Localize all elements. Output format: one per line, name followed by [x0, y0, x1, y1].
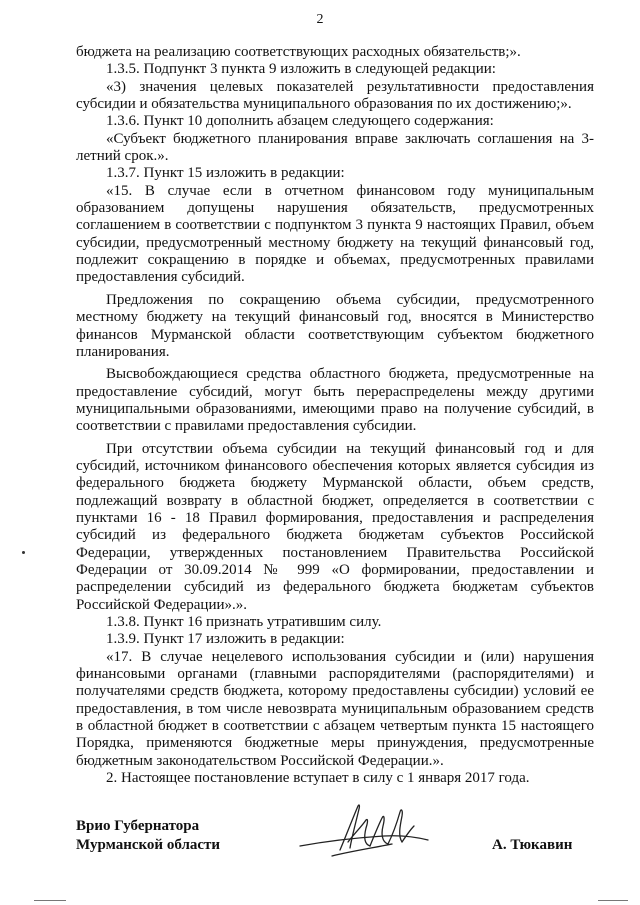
paragraph-1-3-8: 1.3.8. Пункт 16 признать утратившим силу.: [106, 614, 382, 630]
paragraph-proposals: Предложения по сокращению объема субсидии, предусмотренного местному бюджету на текущий финансовый год, вносятся в Министерство финансов Мурманской области соответствующим субъектом бюджетного планирования.: [76, 291, 594, 360]
paragraph-quote-subject: «Субъект бюджетного планирования вправе заключать соглашения на 3-летний срок.».: [76, 130, 594, 165]
paragraph-1-3-7: 1.3.7. Пункт 15 изложить в редакции:: [106, 165, 345, 182]
document-body: [76, 44, 594, 787]
paragraph-quote-17: «17. В случае нецелевого использования субсидии и (или) нарушения финансовыми органами (главными распорядителями (распорядителями) и получателями средств бюджета, которому предоставлены субсидии) условий ее предоставления, в том числе невозврата муниципальным образованием средств в областной бюджет в соответствии с абзацем четвертым пункта 15 настоящего Порядка, применяются бюджетные меры принуждения, предусмотренные бюджетным законодательством Российской Федерации.».: [76, 648, 594, 769]
paragraph-continuation: бюджета на реализацию соответствующих расходных обязательств;».: [76, 44, 521, 60]
paragraph-absence: При отсутствии объема субсидии на текущий финансовый год и для субсидий, источником финансового обеспечения которых является субсидия из федерального бюджета бюджету Мурманской области, объем средств, подлежащий возврату в областной бюджет, определяется в соответствии с пунктами 16 - 18 Правил формирования, предоставления и распределения субсидий из федерального бюджета бюджетам субъектов Российской Федерации, утвержденных постановлением Правительства Российской Федерации от 30.09.2014 № 999 «О формировании, предоставлении и распределении субсидий из федерального бюджета бюджетам субъектов Российской Федерации».».: [76, 440, 594, 613]
signatory-position: [76, 817, 220, 855]
paragraph-redistribution: Высвобождающиеся средства областного бюджета, предусмотренные на предоставление субсидий, могут быть перераспределены между другими муниципальными образованиями, имеющими право на получение субсидий, в соответствии с правилами предоставления субсидии.: [76, 366, 594, 435]
handwritten-signature: [292, 796, 442, 876]
page-number: 2: [316, 12, 324, 27]
paragraph-effective-date: 2. Настоящее постановление вступает в силу с 1 января 2017 года.: [106, 770, 530, 787]
scan-speck: [22, 551, 25, 554]
paragraph-1-3-9: 1.3.9. Пункт 17 изложить в редакции:: [106, 631, 345, 648]
signatory-position-line-1: Врио Губернатора: [76, 818, 200, 834]
scan-edge-mark-right: [598, 900, 628, 901]
paragraph-1-3-6: 1.3.6. Пункт 10 дополнить абзацем следующего содержания:: [106, 113, 494, 130]
signer-name: А. Тюкавин: [492, 837, 573, 853]
paragraph-quote-3: «3) значения целевых показателей результативности предоставления субсидии и обязательства муниципального образования по их достижению;».: [76, 78, 594, 113]
paragraph-quote-15: «15. В случае если в отчетном финансовом году муниципальным образованием допущены нарушения обязательств, предусмотренных соглашением в соответствии с подпунктом 3 пункта 9 настоящих Правил, объем субсидии, предусмотренный местному бюджету на текущий финансовый год, подлежит сокращению в порядке и объемах, предусмотренных правилами предоставления субсидий.: [76, 182, 594, 286]
scan-edge-mark-left: [34, 900, 66, 901]
signatory-position-line-2: Мурманской области: [76, 837, 221, 853]
paragraph-1-3-5: 1.3.5. Подпункт 3 пункта 9 изложить в следующей редакции:: [106, 61, 496, 78]
